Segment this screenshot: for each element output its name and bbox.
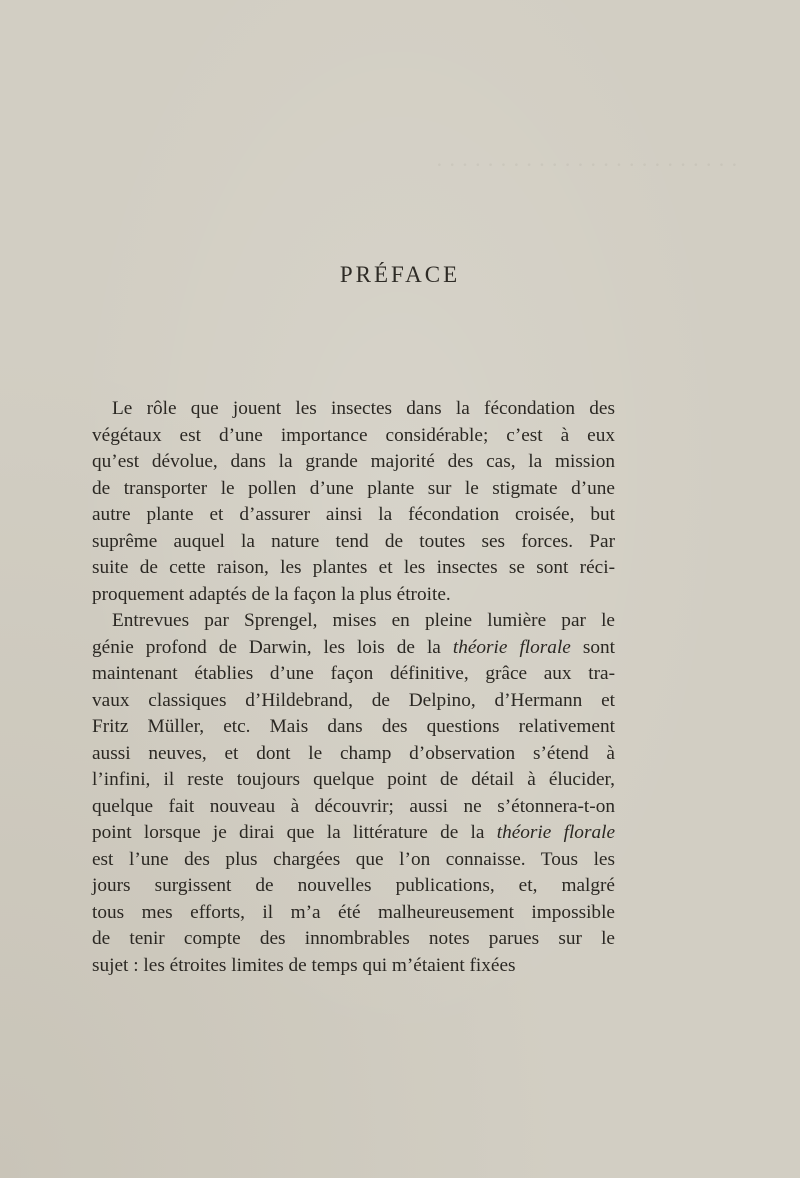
text-run: génie profond de Darwin, les lois de la — [92, 636, 453, 658]
text-line: vaux classiques d’Hildebrand, de Delpino, d’Hermann et — [92, 689, 615, 711]
text-line: de tenir compte des innombrables notes parues sur le — [92, 928, 615, 949]
text-line: proquement adaptés de la façon la plus étroite. — [92, 583, 451, 605]
text-line: jours surgissent de nouvelles publications, et, malgré — [92, 875, 615, 896]
text-line: Entrevues par Sprengel, mises en pleine lumière par le — [112, 610, 615, 631]
page-title: PRÉFACE — [339, 262, 461, 287]
text-line: suite de cette raison, les plantes et les insectes se sont réci- — [92, 557, 615, 578]
italic-term: théorie florale — [452, 636, 571, 658]
text-line: Le rôle que jouent les insectes dans la fécondation des — [112, 398, 615, 419]
text-line: Fritz Müller, etc. Mais dans des questions relativement — [92, 716, 615, 737]
text-line: est l’une des plus chargées que l’on connaisse. Tous les — [92, 848, 615, 870]
text-line: maintenant établies d’une façon définitive, grâce aux tra- — [92, 663, 615, 684]
text-line: qu’est dévolue, dans la grande majorité des cas, la mission — [92, 451, 615, 472]
text-line: tous mes efforts, il m’a été malheureusement impossible — [92, 901, 615, 923]
text-line: quelque fait nouveau à découvrir; aussi ne s’étonnera-t-on — [92, 795, 615, 817]
body-text — [92, 396, 615, 979]
text-line: l’infini, il reste toujours quelque point de détail à élucider, — [92, 769, 615, 790]
text-run: sont — [570, 636, 615, 658]
show-through: · · · · · · · · · · · · · · · · · · · · · · · · — [435, 152, 738, 177]
text-line — [92, 820, 615, 847]
text-line: sujet : les étroites limites de temps qui m’étaient fixées — [92, 954, 516, 976]
text-run: point lorsque je dirai que la littérature de la — [92, 822, 497, 843]
text-line: de transporter le pollen d’une plante sur le stigmate d’une — [92, 477, 615, 499]
text-line: suprême auquel la nature tend de toutes ses forces. Par — [92, 530, 615, 552]
text-line — [92, 635, 615, 662]
italic-term: théorie florale — [496, 822, 615, 843]
text-line: autre plante et d’assurer ainsi la fécondation croisée, but — [92, 504, 615, 525]
text-line: aussi neuves, et dont le champ d’observation s’étend à — [92, 742, 615, 764]
text-line: végétaux est d’une importance considérable; c’est à eux — [92, 424, 615, 446]
